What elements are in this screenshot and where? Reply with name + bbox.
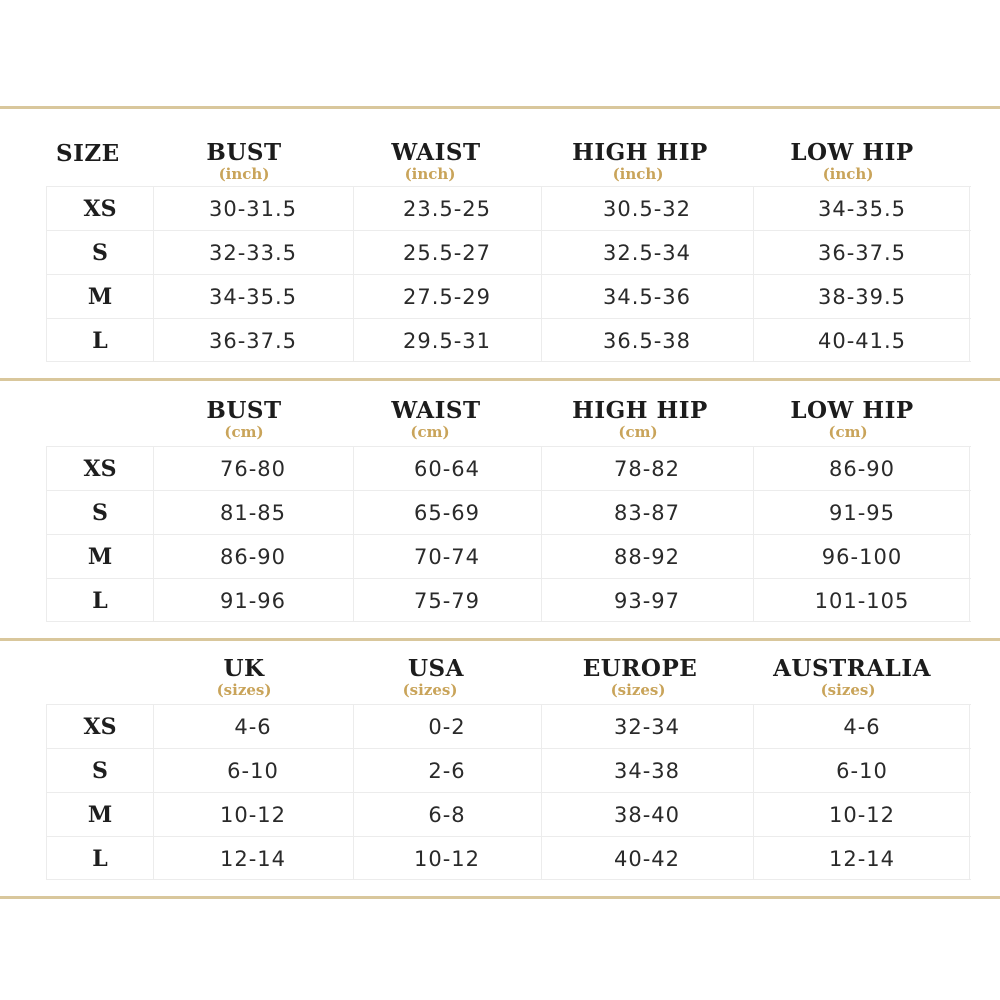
measurement-cell: 93-97	[613, 589, 681, 613]
measurement-cell: 6-8	[428, 803, 466, 827]
size-table	[46, 704, 970, 880]
size-label: M	[87, 802, 113, 828]
table-row	[47, 230, 971, 274]
column-header-unit: (inch)	[822, 165, 874, 183]
measurement-cell: 12-14	[219, 847, 287, 871]
measurement-cell: 34-35.5	[208, 285, 298, 309]
size-label: L	[92, 588, 108, 614]
column-header-title: HIGH HIP	[572, 397, 708, 424]
table-row	[47, 704, 971, 748]
column-header-title: AUSTRALIA	[773, 655, 931, 682]
table-row	[47, 186, 971, 230]
measurement-cell: 86-90	[828, 457, 896, 481]
measurement-cell: 34-35.5	[817, 197, 907, 221]
column-header-unit: (sizes)	[610, 681, 666, 699]
measurement-cell: 36-37.5	[817, 241, 907, 265]
column-header-title: USA	[407, 655, 464, 682]
column-header-title: UK	[223, 655, 265, 682]
column-header-unit: (inch)	[612, 165, 664, 183]
measurement-cell: 86-90	[219, 545, 287, 569]
measurement-cell: 2-6	[428, 759, 466, 783]
table-row	[47, 534, 971, 578]
column-header-low-hip	[752, 398, 952, 440]
size-label: XS	[83, 196, 117, 222]
size-label: S	[92, 240, 108, 266]
size-table	[46, 446, 970, 622]
table-row	[47, 792, 971, 836]
column-header-title: BUST	[206, 139, 282, 166]
column-header-usa	[336, 656, 536, 698]
column-header-unit: (inch)	[404, 165, 456, 183]
measurement-cell: 96-100	[821, 545, 903, 569]
column-header-title: LOW HIP	[790, 139, 914, 166]
column-header-bust	[144, 398, 344, 440]
table-row	[47, 318, 971, 362]
column-header-low-hip	[752, 140, 952, 182]
measurement-cell: 0-2	[428, 715, 466, 739]
measurement-cell: 60-64	[413, 457, 481, 481]
middle-gold-rule-2	[0, 638, 1000, 641]
measurement-cell: 83-87	[613, 501, 681, 525]
column-header-bust	[144, 140, 344, 182]
column-header-title: HIGH HIP	[572, 139, 708, 166]
measurement-cell: 36-37.5	[208, 329, 298, 353]
column-header-high-hip	[540, 398, 740, 440]
measurement-cell: 38-40	[613, 803, 681, 827]
size-label: M	[87, 544, 113, 570]
measurement-cell: 78-82	[613, 457, 681, 481]
measurement-cell: 30.5-32	[602, 197, 692, 221]
column-header-europe	[540, 656, 740, 698]
column-header-unit: (sizes)	[216, 681, 272, 699]
measurement-cell: 32-33.5	[208, 241, 298, 265]
measurement-cell: 10-12	[219, 803, 287, 827]
measurement-cell: 38-39.5	[817, 285, 907, 309]
measurement-cell: 91-96	[219, 589, 287, 613]
measurement-cell: 6-10	[227, 759, 279, 783]
table-row	[47, 274, 971, 318]
size-label: L	[92, 328, 108, 354]
measurement-cell: 40-41.5	[817, 329, 907, 353]
measurement-cell: 30-31.5	[208, 197, 298, 221]
measurement-cell: 40-42	[613, 847, 681, 871]
middle-gold-rule-1	[0, 378, 1000, 381]
column-header-unit: (cm)	[618, 423, 658, 441]
column-header-unit: (cm)	[410, 423, 450, 441]
table-row	[47, 446, 971, 490]
measurement-cell: 75-79	[413, 589, 481, 613]
measurement-cell: 4-6	[843, 715, 881, 739]
size-label: M	[87, 284, 113, 310]
column-header-title: LOW HIP	[790, 397, 914, 424]
measurement-cell: 4-6	[234, 715, 272, 739]
size-table	[46, 186, 970, 362]
size-label: L	[92, 846, 108, 872]
column-header-high-hip	[540, 140, 740, 182]
column-header-waist	[336, 398, 536, 440]
column-header-title: WAIST	[391, 397, 481, 424]
measurement-cell: 81-85	[219, 501, 287, 525]
measurement-cell: 91-95	[828, 501, 896, 525]
measurement-cell: 65-69	[413, 501, 481, 525]
measurement-cell: 76-80	[219, 457, 287, 481]
size-label: S	[92, 500, 108, 526]
column-header-uk	[144, 656, 344, 698]
measurement-cell: 32.5-34	[602, 241, 692, 265]
measurement-cell: 88-92	[613, 545, 681, 569]
column-header-title: WAIST	[391, 139, 481, 166]
measurement-cell: 101-105	[814, 589, 910, 613]
column-header-title: EUROPE	[582, 655, 698, 682]
measurement-cell: 23.5-25	[402, 197, 492, 221]
column-header-unit: (sizes)	[402, 681, 458, 699]
column-header-unit: (cm)	[224, 423, 264, 441]
column-header-unit: (sizes)	[820, 681, 876, 699]
column-header-unit: (cm)	[828, 423, 868, 441]
measurement-cell: 34-38	[613, 759, 681, 783]
measurement-cell: 32-34	[613, 715, 681, 739]
measurement-cell: 36.5-38	[602, 329, 692, 353]
column-header-australia	[752, 656, 952, 698]
measurement-cell: 25.5-27	[402, 241, 492, 265]
top-gold-rule	[0, 106, 1000, 109]
table-row	[47, 836, 971, 880]
measurement-cell: 6-10	[836, 759, 888, 783]
measurement-cell: 10-12	[413, 847, 481, 871]
table-row	[47, 578, 971, 622]
table-row	[47, 748, 971, 792]
size-label: S	[92, 758, 108, 784]
measurement-cell: 12-14	[828, 847, 896, 871]
column-header-title: BUST	[206, 397, 282, 424]
size-label: XS	[83, 714, 117, 740]
measurement-cell: 34.5-36	[602, 285, 692, 309]
measurement-cell: 70-74	[413, 545, 481, 569]
table-row	[47, 490, 971, 534]
measurement-cell: 27.5-29	[402, 285, 492, 309]
size-column-header: SIZE	[56, 140, 120, 167]
size-label: XS	[83, 456, 117, 482]
measurement-cell: 10-12	[828, 803, 896, 827]
bottom-gold-rule	[0, 896, 1000, 899]
measurement-cell: 29.5-31	[402, 329, 492, 353]
column-header-waist	[336, 140, 536, 182]
column-header-unit: (inch)	[218, 165, 270, 183]
